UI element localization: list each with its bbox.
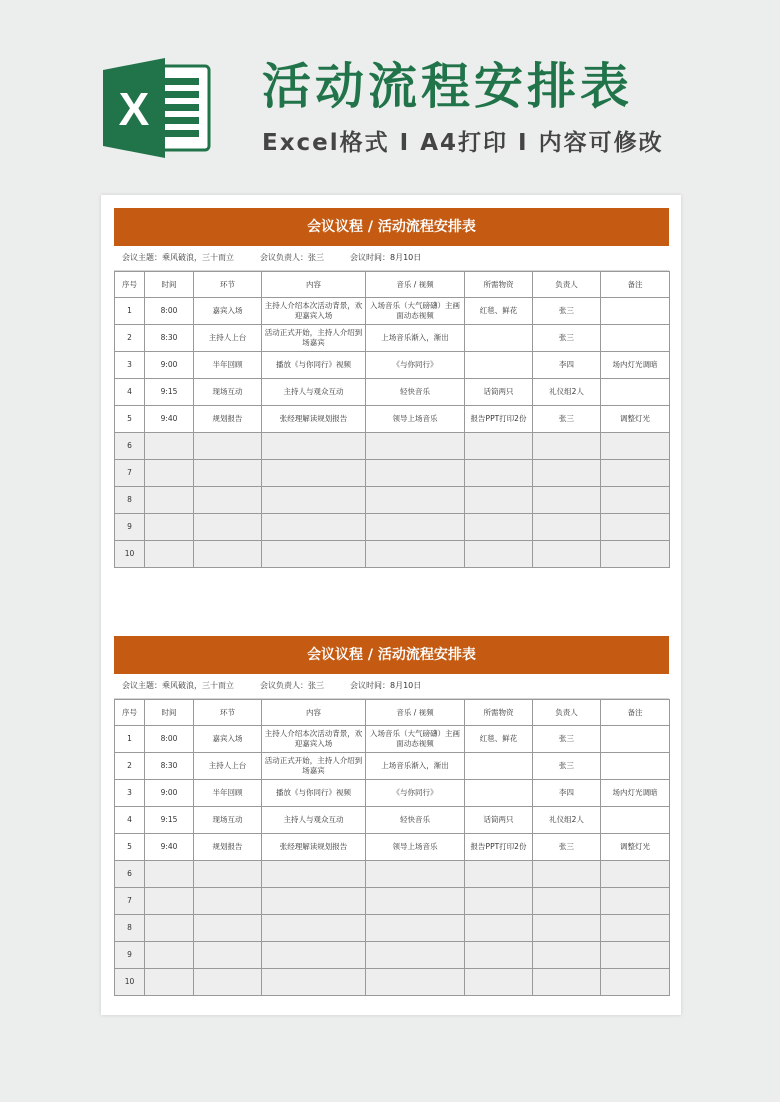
- table-cell[interactable]: [601, 726, 670, 753]
- table-cell[interactable]: 李四: [533, 352, 601, 379]
- table-cell[interactable]: 10: [115, 541, 145, 568]
- table-cell[interactable]: 10: [115, 969, 145, 996]
- table-row: [115, 514, 670, 541]
- table-cell[interactable]: 主持人介绍本次活动背景，欢迎嘉宾入场: [262, 726, 366, 753]
- table-cell[interactable]: [366, 433, 465, 460]
- table-cell[interactable]: 规划报告: [194, 834, 262, 861]
- table-cell[interactable]: 6: [115, 433, 145, 460]
- table-cell[interactable]: 主持人上台: [194, 325, 262, 352]
- table-cell[interactable]: 领导上场音乐: [366, 834, 465, 861]
- table-row: [115, 460, 670, 487]
- table-cell[interactable]: 9: [115, 942, 145, 969]
- table-cell[interactable]: [601, 915, 670, 942]
- table-cell[interactable]: [262, 915, 366, 942]
- table-cell[interactable]: [366, 861, 465, 888]
- table-cell[interactable]: [533, 915, 601, 942]
- table-row: [115, 834, 670, 861]
- column-header: 时间: [145, 700, 194, 726]
- table-cell[interactable]: [601, 298, 670, 325]
- table-cell[interactable]: [465, 969, 533, 996]
- header-row: [115, 272, 670, 298]
- table-cell[interactable]: [145, 915, 194, 942]
- table-cell[interactable]: [262, 460, 366, 487]
- table-cell[interactable]: 9:15: [145, 807, 194, 834]
- table-cell[interactable]: [601, 753, 670, 780]
- table-cell[interactable]: [145, 514, 194, 541]
- table-cell[interactable]: [601, 942, 670, 969]
- table-row: [115, 298, 670, 325]
- table-cell[interactable]: 领导上场音乐: [366, 406, 465, 433]
- table-cell[interactable]: [366, 487, 465, 514]
- table-cell[interactable]: 轻快音乐: [366, 807, 465, 834]
- table-cell[interactable]: [533, 888, 601, 915]
- table-cell[interactable]: [194, 433, 262, 460]
- table-cell[interactable]: 张三: [533, 753, 601, 780]
- table-row: [115, 888, 670, 915]
- table-cell[interactable]: 半年回顾: [194, 352, 262, 379]
- table-cell[interactable]: 9:00: [145, 780, 194, 807]
- table-cell[interactable]: 李四: [533, 780, 601, 807]
- table-cell[interactable]: [465, 514, 533, 541]
- table-cell[interactable]: 张三: [533, 834, 601, 861]
- table-cell[interactable]: [262, 888, 366, 915]
- table-cell[interactable]: 《与你同行》: [366, 780, 465, 807]
- table-cell[interactable]: 2: [115, 325, 145, 352]
- table-row: [115, 541, 670, 568]
- table-cell[interactable]: [262, 942, 366, 969]
- table-cell[interactable]: [145, 969, 194, 996]
- table-cell[interactable]: [145, 541, 194, 568]
- header-row: [115, 700, 670, 726]
- table-cell[interactable]: [465, 888, 533, 915]
- table-cell[interactable]: [465, 352, 533, 379]
- table-cell[interactable]: [145, 861, 194, 888]
- table-row: [115, 969, 670, 996]
- table-cell[interactable]: 5: [115, 834, 145, 861]
- table-row: [115, 379, 670, 406]
- table-cell[interactable]: 7: [115, 888, 145, 915]
- column-header: 序号: [115, 272, 145, 298]
- table-cell[interactable]: 主持人介绍本次活动背景，欢迎嘉宾入场: [262, 298, 366, 325]
- column-header: 序号: [115, 700, 145, 726]
- table-cell[interactable]: 嘉宾入场: [194, 298, 262, 325]
- table-cell[interactable]: [194, 969, 262, 996]
- table-cell[interactable]: 8:00: [145, 726, 194, 753]
- table-cell[interactable]: 4: [115, 379, 145, 406]
- table-cell[interactable]: 活动正式开始，主持人介绍到场嘉宾: [262, 325, 366, 352]
- table-cell[interactable]: 礼仪组2人: [533, 807, 601, 834]
- table-cell[interactable]: [194, 541, 262, 568]
- meeting-owner: 会议负责人：张三: [260, 253, 324, 262]
- table-cell[interactable]: 8:30: [145, 753, 194, 780]
- table-cell[interactable]: 8:00: [145, 298, 194, 325]
- table-cell[interactable]: 规划报告: [194, 406, 262, 433]
- table-cell[interactable]: 入场音乐（大气磅礴）主画面动态视频: [366, 726, 465, 753]
- column-header: 音乐 / 视频: [366, 700, 465, 726]
- table-cell[interactable]: [262, 433, 366, 460]
- table-cell[interactable]: 嘉宾入场: [194, 726, 262, 753]
- table-cell[interactable]: [194, 861, 262, 888]
- table-cell[interactable]: [366, 460, 465, 487]
- table-cell[interactable]: [601, 460, 670, 487]
- column-header: 环节: [194, 272, 262, 298]
- column-header: 所需物资: [465, 272, 533, 298]
- meeting-theme: 会议主题：乘风破浪，三十而立: [122, 681, 234, 690]
- table-cell[interactable]: 2: [115, 753, 145, 780]
- meeting-info: [114, 246, 669, 271]
- table-cell[interactable]: [601, 807, 670, 834]
- table-cell[interactable]: [465, 325, 533, 352]
- table-cell[interactable]: [465, 942, 533, 969]
- table-cell[interactable]: [601, 861, 670, 888]
- table-cell[interactable]: [145, 487, 194, 514]
- table-cell[interactable]: [465, 433, 533, 460]
- column-header: 备注: [601, 700, 670, 726]
- table-cell[interactable]: [601, 379, 670, 406]
- table-cell[interactable]: [262, 487, 366, 514]
- table-cell[interactable]: [601, 969, 670, 996]
- table-cell[interactable]: 播放《与你同行》视频: [262, 352, 366, 379]
- table-cell[interactable]: 上场音乐渐入，渐出: [366, 325, 465, 352]
- table-cell[interactable]: 主持人与观众互动: [262, 807, 366, 834]
- table-cell[interactable]: 场内灯光调暗: [601, 352, 670, 379]
- sheet-title: 会议议程 / 活动流程安排表: [114, 208, 669, 246]
- table-row: [115, 352, 670, 379]
- meeting-info: [114, 674, 669, 699]
- table-cell[interactable]: 调整灯光: [601, 406, 670, 433]
- meeting-theme: 会议主题：乘风破浪，三十而立: [122, 253, 234, 262]
- table-row: [115, 726, 670, 753]
- table-cell[interactable]: [145, 433, 194, 460]
- column-header: 负责人: [533, 700, 601, 726]
- table-cell[interactable]: [262, 861, 366, 888]
- table-cell[interactable]: 9:40: [145, 834, 194, 861]
- table-cell[interactable]: [533, 861, 601, 888]
- table-row: [115, 861, 670, 888]
- table-cell[interactable]: 张三: [533, 298, 601, 325]
- table-cell[interactable]: [465, 460, 533, 487]
- table-cell[interactable]: 主持人与观众互动: [262, 379, 366, 406]
- table-cell[interactable]: 红毯、鲜花: [465, 726, 533, 753]
- hero-banner: [0, 0, 780, 190]
- table-row: [115, 487, 670, 514]
- table-cell[interactable]: [366, 942, 465, 969]
- table-cell[interactable]: [366, 915, 465, 942]
- table-cell[interactable]: 播放《与你同行》视频: [262, 780, 366, 807]
- table-cell[interactable]: [262, 514, 366, 541]
- table-cell[interactable]: [533, 433, 601, 460]
- column-header: 环节: [194, 700, 262, 726]
- table-cell[interactable]: 9:15: [145, 379, 194, 406]
- table-cell[interactable]: 9: [115, 514, 145, 541]
- table-row: [115, 406, 670, 433]
- table-cell[interactable]: 3: [115, 780, 145, 807]
- table-cell[interactable]: 8: [115, 487, 145, 514]
- table-cell[interactable]: [366, 969, 465, 996]
- table-cell[interactable]: 轻快音乐: [366, 379, 465, 406]
- table-cell[interactable]: [194, 888, 262, 915]
- table-cell[interactable]: 调整灯光: [601, 834, 670, 861]
- table-cell[interactable]: 现场互动: [194, 807, 262, 834]
- column-header: 音乐 / 视频: [366, 272, 465, 298]
- table-cell[interactable]: [145, 942, 194, 969]
- hero-title: 活动流程安排表: [262, 58, 634, 115]
- table-cell[interactable]: [601, 433, 670, 460]
- table-cell[interactable]: [194, 942, 262, 969]
- table-cell[interactable]: 上场音乐渐入，渐出: [366, 753, 465, 780]
- table-row: [115, 753, 670, 780]
- table-row: [115, 942, 670, 969]
- table-cell[interactable]: 3: [115, 352, 145, 379]
- table-cell[interactable]: [465, 915, 533, 942]
- table-cell[interactable]: 红毯、鲜花: [465, 298, 533, 325]
- table-cell[interactable]: 场内灯光调暗: [601, 780, 670, 807]
- table-cell[interactable]: 9:00: [145, 352, 194, 379]
- table-cell[interactable]: [465, 541, 533, 568]
- table-cell[interactable]: [465, 487, 533, 514]
- table-cell[interactable]: 报告PPT打印2份: [465, 406, 533, 433]
- table-cell[interactable]: [366, 888, 465, 915]
- table-cell[interactable]: 主持人上台: [194, 753, 262, 780]
- table-cell[interactable]: 1: [115, 726, 145, 753]
- table-cell[interactable]: 1: [115, 298, 145, 325]
- table-cell[interactable]: [194, 487, 262, 514]
- table-cell[interactable]: [601, 541, 670, 568]
- table-cell[interactable]: 《与你同行》: [366, 352, 465, 379]
- table-cell[interactable]: 话筒两只: [465, 379, 533, 406]
- table-cell[interactable]: [145, 460, 194, 487]
- schedule-table: [114, 699, 670, 996]
- table-cell[interactable]: [262, 541, 366, 568]
- schedule-sheet: [114, 208, 669, 568]
- column-header: 时间: [145, 272, 194, 298]
- table-cell[interactable]: [366, 514, 465, 541]
- table-cell[interactable]: 入场音乐（大气磅礴）主画面动态视频: [366, 298, 465, 325]
- logo-letter: X: [118, 83, 150, 135]
- table-cell[interactable]: 张三: [533, 406, 601, 433]
- table-cell[interactable]: 4: [115, 807, 145, 834]
- table-cell[interactable]: 8: [115, 915, 145, 942]
- table-cell[interactable]: [465, 753, 533, 780]
- table-cell[interactable]: [601, 487, 670, 514]
- table-cell[interactable]: 张经理解读规划报告: [262, 834, 366, 861]
- table-cell[interactable]: [366, 541, 465, 568]
- table-cell[interactable]: [601, 325, 670, 352]
- column-header: 内容: [262, 700, 366, 726]
- table-cell[interactable]: 6: [115, 861, 145, 888]
- meeting-date: 会议时间：8月10日: [350, 681, 422, 690]
- table-cell[interactable]: 8:30: [145, 325, 194, 352]
- table-cell[interactable]: [145, 888, 194, 915]
- table-cell[interactable]: [533, 969, 601, 996]
- table-cell[interactable]: 半年回顾: [194, 780, 262, 807]
- table-cell[interactable]: [194, 460, 262, 487]
- schedule-sheet: [114, 636, 669, 996]
- table-cell[interactable]: [533, 942, 601, 969]
- table-cell[interactable]: 张经理解读规划报告: [262, 406, 366, 433]
- table-cell[interactable]: [533, 460, 601, 487]
- column-header: 负责人: [533, 272, 601, 298]
- table-cell[interactable]: 现场互动: [194, 379, 262, 406]
- table-cell[interactable]: [262, 969, 366, 996]
- table-cell[interactable]: [465, 861, 533, 888]
- table-cell[interactable]: [533, 514, 601, 541]
- table-cell[interactable]: 7: [115, 460, 145, 487]
- table-cell[interactable]: 话筒两只: [465, 807, 533, 834]
- table-row: [115, 807, 670, 834]
- table-cell[interactable]: 张三: [533, 325, 601, 352]
- table-row: [115, 433, 670, 460]
- table-cell[interactable]: 礼仪组2人: [533, 379, 601, 406]
- meeting-owner: 会议负责人：张三: [260, 681, 324, 690]
- hero-subtitle: Excel格式 I A4打印 I 内容可修改: [262, 130, 664, 156]
- table-row: [115, 780, 670, 807]
- table-cell[interactable]: [533, 541, 601, 568]
- table-cell[interactable]: 张三: [533, 726, 601, 753]
- table-cell[interactable]: 报告PPT打印2份: [465, 834, 533, 861]
- table-row: [115, 915, 670, 942]
- column-header: 备注: [601, 272, 670, 298]
- table-cell[interactable]: [601, 888, 670, 915]
- excel-logo-icon: [103, 58, 213, 158]
- table-cell[interactable]: [601, 514, 670, 541]
- table-cell[interactable]: [194, 915, 262, 942]
- column-header: 所需物资: [465, 700, 533, 726]
- table-cell[interactable]: [194, 514, 262, 541]
- column-header: 内容: [262, 272, 366, 298]
- table-cell[interactable]: 活动正式开始，主持人介绍到场嘉宾: [262, 753, 366, 780]
- table-cell[interactable]: 5: [115, 406, 145, 433]
- schedule-table: [114, 271, 670, 568]
- table-cell[interactable]: [533, 487, 601, 514]
- table-cell[interactable]: [465, 780, 533, 807]
- table-row: [115, 325, 670, 352]
- sheet-title: 会议议程 / 活动流程安排表: [114, 636, 669, 674]
- table-cell[interactable]: 9:40: [145, 406, 194, 433]
- meeting-date: 会议时间：8月10日: [350, 253, 422, 262]
